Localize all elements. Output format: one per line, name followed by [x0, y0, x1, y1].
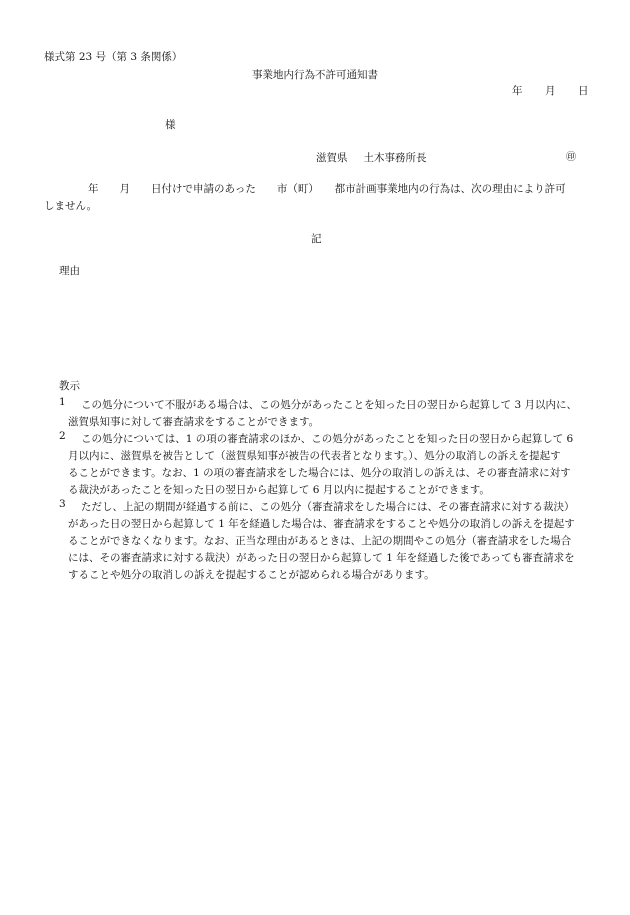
note-line: ただし、上記の期間が経過する前に、この処分（審査請求をした場合には、その審査請求に対する裁決） — [81, 501, 575, 513]
body-text-line-1: 年 月 日付けで申請のあった 市（町） 都市計画事業地内の行為は、次の理由により許可 — [88, 183, 566, 195]
note-line: があった日の翌日から起算して 1 年を経過した場合は、審査請求をすることや処分の取消しの訴えを提起す — [68, 518, 575, 530]
kyoji-heading: 教示 — [59, 380, 80, 392]
note-number: 3 — [59, 498, 66, 510]
note-line: この処分については、1 の項の審査請求のほか、この処分があったことを知った日の翌日から起算して 6 — [81, 433, 574, 445]
note-line: この処分について不服がある場合は、この処分があったことを知った日の翌日から起算して 3 月以内に、 — [81, 399, 578, 411]
reason-label: 理由 — [59, 265, 80, 277]
document-title: 事業地内行為不許可通知書 — [252, 69, 378, 81]
date-year: 年 — [512, 85, 523, 97]
note-line: ることができなくなります。なお、正当な理由があるときは、上記の期間やこの処分（審査請求をした場合 — [68, 535, 572, 547]
body-text-line-2: しません。 — [44, 200, 98, 212]
note-item — [59, 397, 589, 431]
note-number: 1 — [59, 396, 66, 408]
issuer — [316, 153, 427, 164]
note-line: することや処分の取消しの訴えを提起することが認められる場合があります。 — [68, 569, 435, 581]
date-day: 日 — [578, 85, 589, 97]
note-line: には、その審査請求に対する裁決）があった日の翌日から起算して 1 年を経過した後であっても審査請求を — [68, 552, 575, 564]
note-number: 2 — [59, 430, 66, 442]
issuer-office: 土木事務所長 — [363, 152, 427, 164]
ki-heading: 記 — [311, 233, 322, 245]
note-item — [59, 499, 589, 584]
form-number: 様式第 23 号（第 3 条関係） — [44, 51, 183, 63]
date-line — [512, 86, 589, 97]
note-line: 滋賀県知事に対して審査請求をすることができます。 — [68, 416, 320, 428]
note-line: る裁決があったことを知った日の翌日から起算して 6 月以内に提起することができます。 — [68, 484, 490, 496]
issuer-prefecture: 滋賀県 — [316, 152, 348, 164]
note-line: ることができます。なお、1 の項の審査請求をした場合には、処分の取消しの訴えは、その審査請求に対す — [68, 467, 571, 479]
date-month: 月 — [545, 85, 556, 97]
addressee-suffix: 様 — [165, 119, 176, 131]
note-item — [59, 431, 589, 499]
seal-mark: ㊞ — [566, 152, 576, 163]
instruction-notes — [59, 397, 589, 584]
note-line: 月以内に、滋賀県を被告として（滋賀県知事が被告の代表者となります。）、処分の取消しの訴えを提起す — [68, 450, 561, 462]
